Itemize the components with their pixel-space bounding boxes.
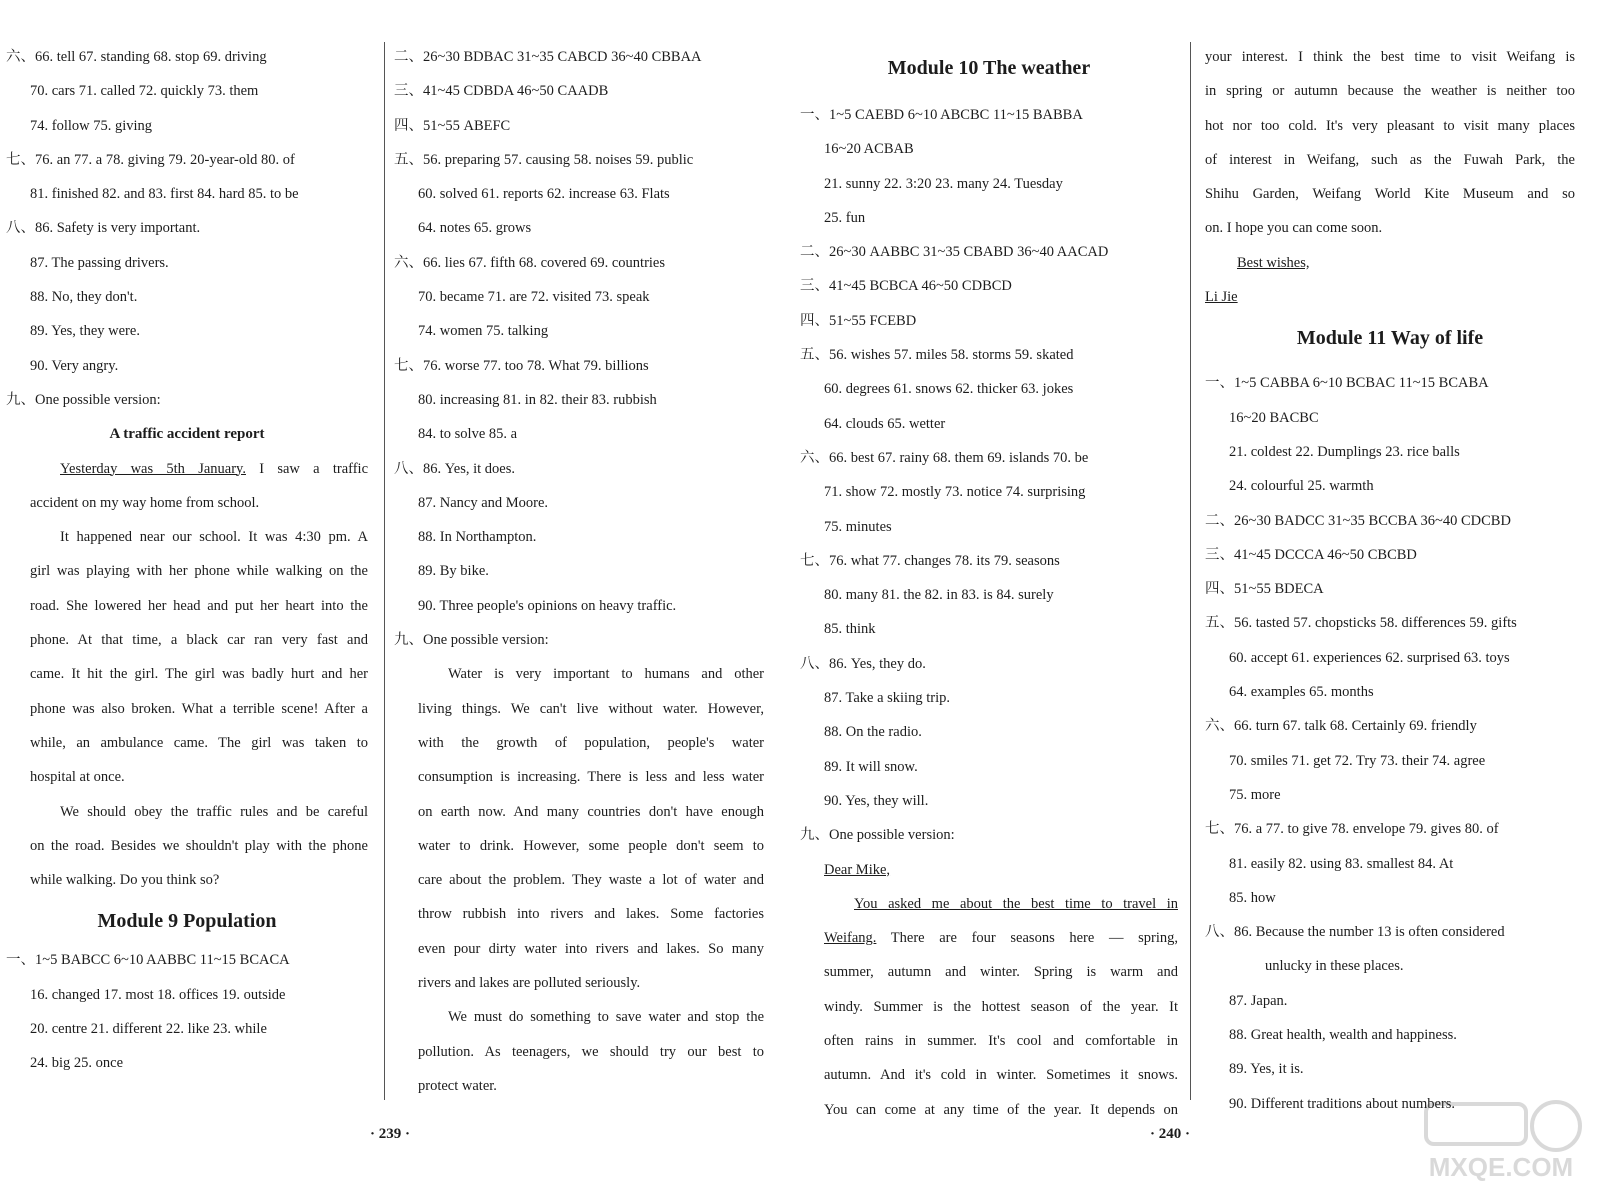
answer-line: 75. minutes	[824, 518, 892, 535]
answer-line: 16. changed 17. most 18. offices 19. outside	[30, 986, 286, 1003]
answer-line: 一、1~5 CABBA 6~10 BCBAC 11~15 BCABA	[1205, 375, 1489, 392]
letter-greeting: Dear Mike,	[824, 861, 891, 878]
answer-line: 八、86. Because the number 13 is often considered	[1205, 924, 1505, 941]
answer-line: 88. In Northampton.	[418, 529, 537, 546]
answer-line: 74. women 75. talking	[418, 323, 549, 340]
answer-line: 21. coldest 22. Dumplings 23. rice balls	[1229, 443, 1460, 460]
answer-line: 三、41~45 CDBDA 46~50 CAADB	[394, 83, 609, 100]
answer-line: 64. notes 65. grows	[418, 220, 532, 237]
answer-line: 87. Nancy and Moore.	[418, 494, 549, 511]
answer-line: 九、One possible version:	[6, 391, 161, 408]
column-1	[6, 40, 368, 1081]
answer-line: 三、41~45 DCCCA 46~50 CBCBD	[1205, 546, 1417, 563]
essay-paragraph-2: We must do something to save water and stop the pollution. As teenagers, we should try our best to protect water.	[418, 1009, 764, 1094]
answer-line: 70. became 71. are 72. visited 73. speak	[418, 289, 650, 306]
answer-line: 六、66. turn 67. talk 68. Certainly 69. friendly	[1205, 718, 1477, 735]
column-divider	[384, 42, 385, 1100]
answer-line: 89. By bike.	[418, 563, 489, 580]
answer-line: 25. fun	[824, 209, 866, 226]
answer-line: 四、51~55 ABEFC	[394, 117, 511, 134]
letter-continued: your interest. I think the best time to visit Weifang is in spring or autumn because the weather is neither too hot nor too cold. It's very pleasant to visit many places of interest in Weifang, such as the Fuwah Park, the Shihu Garden, Weifang World Kite Museum and so on. I hope you can come soon.	[1205, 49, 1575, 237]
answer-line: 九、One possible version:	[394, 632, 549, 649]
essay-paragraph-2: It happened near our school. It was 4:30 pm. A girl was playing with her phone while walking on the road. She lowered her head and put her heart into the phone. At that time, a black car ran very fast and came. It hit the girl. The girl was badly hurt and her phone was also broken. What a terrible scene! After a while, an ambulance came. The girl was taken to hospital at once.	[30, 529, 368, 786]
answer-line: 二、26~30 AABBC 31~35 CBABD 36~40 AACAD	[800, 244, 1109, 261]
answer-line: 20. centre 21. different 22. like 23. while	[30, 1021, 267, 1038]
answer-line: 八、86. Safety is very important.	[6, 220, 201, 237]
letter-body: You asked me about the best time to travel in Weifang. There are four seasons here — spring, summer, autumn and winter. Spring is warm and windy. Summer is the hottest season of the year. It often rains in summer. It's cool and comfortable in autumn. And it's cold in winter. Sometimes it snows. You can come at any time of the year. It depends on	[824, 895, 1178, 1118]
column-divider	[1190, 42, 1191, 1100]
answer-line: 81. finished 82. and 83. first 84. hard 85. to be	[30, 186, 299, 203]
essay-title: A traffic accident report	[109, 426, 265, 443]
essay-paragraph-1: Yesterday was 5th January. I saw a traffic accident on my way home from school.	[30, 460, 369, 511]
answer-line: 89. Yes, they were.	[30, 323, 140, 340]
answer-line: 七、76. worse 77. too 78. What 79. billions	[394, 357, 649, 374]
watermark-logo	[1416, 1096, 1586, 1184]
answer-line: 二、26~30 BADCC 31~35 BCCBA 36~40 CDCBD	[1205, 512, 1511, 529]
letter-signature: Li Jie	[1205, 289, 1238, 306]
answer-line: 24. colourful 25. warmth	[1229, 478, 1374, 495]
answer-line: 80. many 81. the 82. in 83. is 84. surely	[824, 587, 1054, 604]
answer-line: 二、26~30 BDBAC 31~35 CABCD 36~40 CBBAA	[394, 49, 702, 65]
page-number-right: · 240 ·	[1150, 1126, 1191, 1142]
answer-line: 70. smiles 71. get 72. Try 73. their 74. agree	[1229, 752, 1486, 769]
answer-line: 一、1~5 BABCC 6~10 AABBC 11~15 BCACA	[6, 952, 290, 969]
answer-line: 84. to solve 85. a	[418, 426, 518, 443]
answer-line: 七、76. an 77. a 78. giving 79. 20-year-old 80. of	[6, 151, 295, 168]
answer-line: 88. Great health, wealth and happiness.	[1229, 1027, 1457, 1044]
answer-line: 64. examples 65. months	[1229, 684, 1374, 701]
answer-line: 89. It will snow.	[824, 758, 918, 775]
answer-line: 85. think	[824, 621, 876, 638]
answer-line: 八、86. Yes, they do.	[800, 655, 926, 672]
essay-paragraph-1: Water is very important to humans and other living things. We can't live without water. However, with the growth of population, people's water consumption is increasing. There is less and less water on earth now. And many countries don't have enough water to drink. However, some people don't seem to care about the problem. They waste a lot of water and throw rubbish into rivers and lakes. Some factories even pour dirty water into rivers and lakes. So many rivers and lakes are polluted seriously.	[418, 666, 764, 992]
answer-line: 六、66. lies 67. fifth 68. covered 69. countries	[394, 254, 666, 271]
answer-line: 87. Take a skiing trip.	[824, 690, 950, 707]
answer-line: 60. degrees 61. snows 62. thicker 63. jokes	[824, 381, 1074, 398]
page-number-left: · 239 ·	[370, 1126, 411, 1142]
answer-line: 六、66. tell 67. standing 68. stop 69. driving	[6, 49, 267, 65]
answer-line: 六、66. best 67. rainy 68. them 69. islands 70. be	[800, 449, 1089, 466]
answer-line: 85. how	[1229, 889, 1276, 906]
answer-line: 五、56. wishes 57. miles 58. storms 59. skated	[800, 347, 1074, 364]
answer-line: 87. The passing drivers.	[30, 254, 169, 271]
answer-line: 16~20 ACBAB	[824, 141, 914, 158]
module-9-title: Module 9 Population	[97, 910, 277, 933]
answer-line: 70. cars 71. called 72. quickly 73. them	[30, 83, 259, 100]
answer-line: unlucky in these places.	[1265, 958, 1404, 975]
answer-line: 四、51~55 FCEBD	[800, 312, 917, 329]
answer-line: 60. accept 61. experiences 62. surprised 63. toys	[1229, 649, 1510, 666]
answer-line: 71. show 72. mostly 73. notice 74. surprising	[824, 484, 1086, 501]
answer-line: 90. Very angry.	[30, 357, 119, 374]
answer-line: 88. No, they don't.	[30, 289, 138, 306]
answer-line: 90. Three people's opinions on heavy traffic.	[418, 597, 677, 614]
column-3	[800, 40, 1178, 1127]
answer-line: 88. On the radio.	[824, 724, 922, 741]
answer-line: 三、41~45 BCBCA 46~50 CDBCD	[800, 278, 1012, 295]
answer-line: 81. easily 82. using 83. smallest 84. At	[1229, 855, 1454, 872]
answer-line: 80. increasing 81. in 82. their 83. rubbish	[418, 391, 657, 408]
answer-line: 87. Japan.	[1229, 992, 1288, 1009]
module-10-title: Module 10 The weather	[887, 57, 1091, 79]
column-2	[394, 40, 764, 1103]
answer-line: 64. clouds 65. wetter	[824, 415, 946, 432]
answer-line: 八、86. Yes, it does.	[394, 460, 515, 477]
answer-line: 16~20 BACBC	[1229, 409, 1319, 426]
module-11-title: Module 11 Way of life	[1296, 327, 1484, 350]
answer-line: 21. sunny 22. 3:20 23. many 24. Tuesday	[824, 175, 1063, 192]
answer-line: 89. Yes, it is.	[1229, 1061, 1304, 1078]
answer-line: 五、56. tasted 57. chopsticks 58. differences 59. gifts	[1205, 615, 1517, 632]
underlined-sentence: You asked me about the best time to travel in	[854, 895, 1178, 912]
letter-closing: Best wishes,	[1237, 254, 1310, 271]
answer-line: 五、56. preparing 57. causing 58. noises 59. public	[394, 151, 694, 168]
underlined-sentence: Yesterday was 5th January.	[60, 460, 246, 477]
answer-line: 24. big 25. once	[30, 1055, 124, 1072]
answer-line: 60. solved 61. reports 62. increase 63. Flats	[418, 186, 670, 203]
column-4	[1205, 40, 1575, 1121]
answer-line: 七、76. a 77. to give 78. envelope 79. gives 80. of	[1205, 821, 1499, 838]
answer-line: 75. more	[1229, 786, 1281, 803]
answer-line: 四、51~55 BDECA	[1205, 581, 1324, 598]
answer-line: 一、1~5 CAEBD 6~10 ABCBC 11~15 BABBA	[800, 107, 1083, 123]
essay-paragraph-3: We should obey the traffic rules and be careful on the road. Besides we shouldn't play with the phone while walking. Do you think so?	[30, 803, 368, 889]
answer-line: 74. follow 75. giving	[30, 117, 153, 134]
answer-line: 七、76. what 77. changes 78. its 79. seasons	[800, 552, 1060, 569]
answer-line: 九、One possible version:	[800, 827, 955, 844]
answer-line: 90. Yes, they will.	[824, 792, 929, 809]
watermark-text: MXQE.COM	[1428, 1152, 1574, 1182]
answer-line: 90. Different traditions about numbers.	[1229, 1095, 1456, 1112]
